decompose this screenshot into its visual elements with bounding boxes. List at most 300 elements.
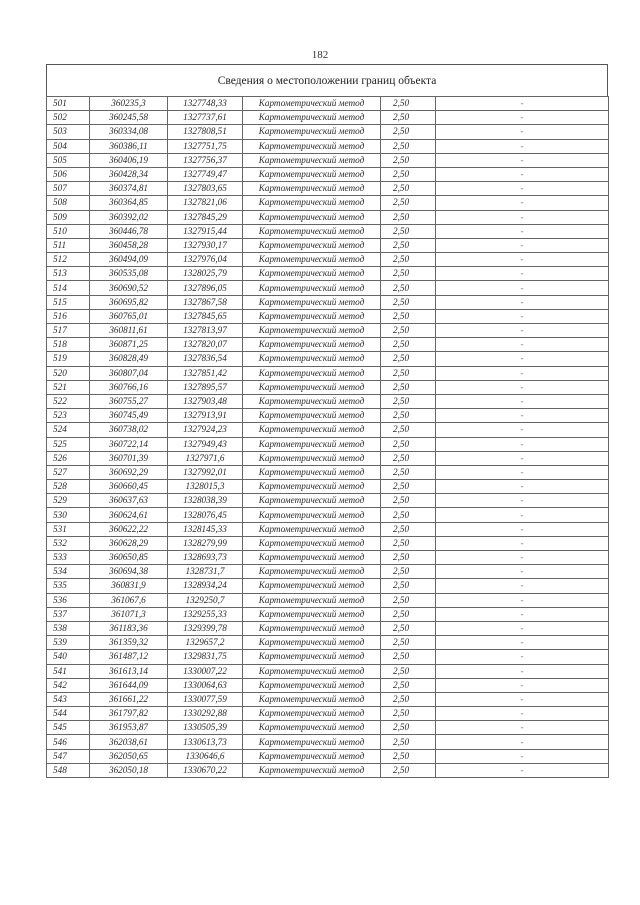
coordinate-x-cell: 360807,04 — [90, 366, 168, 380]
table-row — [47, 749, 609, 763]
method-cell: Картометрический метод — [243, 309, 381, 323]
accuracy-cell: 2,50 — [381, 522, 436, 536]
method-cell: Картометрический метод — [243, 664, 381, 678]
accuracy-cell: 2,50 — [381, 238, 436, 252]
note-cell: - — [436, 650, 609, 664]
coordinate-y-cell: 1330646,6 — [168, 749, 243, 763]
point-number-cell: 523 — [47, 409, 90, 423]
point-number-cell: 547 — [47, 749, 90, 763]
note-cell: - — [436, 593, 609, 607]
point-number-cell: 526 — [47, 451, 90, 465]
method-cell: Картометрический метод — [243, 409, 381, 423]
method-cell: Картометрический метод — [243, 253, 381, 267]
accuracy-cell: 2,50 — [381, 253, 436, 267]
coordinate-x-cell: 362038,61 — [90, 735, 168, 749]
table-row — [47, 409, 609, 423]
accuracy-cell: 2,50 — [381, 309, 436, 323]
point-number-cell: 536 — [47, 593, 90, 607]
method-cell: Картометрический метод — [243, 281, 381, 295]
coordinate-x-cell: 360235,3 — [90, 97, 168, 111]
table-row — [47, 338, 609, 352]
note-cell: - — [436, 451, 609, 465]
method-cell: Картометрический метод — [243, 593, 381, 607]
table-row — [47, 394, 609, 408]
coordinate-x-cell: 360755,27 — [90, 394, 168, 408]
method-cell: Картометрический метод — [243, 437, 381, 451]
note-cell: - — [436, 409, 609, 423]
coordinates-table — [46, 96, 609, 778]
accuracy-cell: 2,50 — [381, 636, 436, 650]
table-title: Сведения о местоположении границ объекта — [46, 64, 608, 96]
table-row — [47, 437, 609, 451]
coordinate-y-cell: 1327820,07 — [168, 338, 243, 352]
accuracy-cell: 2,50 — [381, 664, 436, 678]
coordinate-x-cell: 360535,08 — [90, 267, 168, 281]
table-row — [47, 281, 609, 295]
coordinate-y-cell: 1328731,7 — [168, 565, 243, 579]
table-row — [47, 309, 609, 323]
coordinate-y-cell: 1327949,43 — [168, 437, 243, 451]
coordinate-y-cell: 1327915,44 — [168, 224, 243, 238]
coordinate-y-cell: 1328145,33 — [168, 522, 243, 536]
accuracy-cell: 2,50 — [381, 409, 436, 423]
note-cell: - — [436, 167, 609, 181]
note-cell: - — [436, 565, 609, 579]
coordinate-y-cell: 1327930,17 — [168, 238, 243, 252]
coordinate-y-cell: 1328038,39 — [168, 494, 243, 508]
method-cell: Картометрический метод — [243, 153, 381, 167]
coordinate-x-cell: 360364,85 — [90, 196, 168, 210]
coordinate-x-cell: 361661,22 — [90, 692, 168, 706]
table-row — [47, 253, 609, 267]
coordinate-x-cell: 362050,18 — [90, 763, 168, 777]
note-cell: - — [436, 224, 609, 238]
coordinate-y-cell: 1329657,2 — [168, 636, 243, 650]
accuracy-cell: 2,50 — [381, 196, 436, 210]
coordinate-y-cell: 1327756,37 — [168, 153, 243, 167]
table-row — [47, 636, 609, 650]
note-cell: - — [436, 508, 609, 522]
note-cell: - — [436, 551, 609, 565]
method-cell: Картометрический метод — [243, 763, 381, 777]
table-row — [47, 224, 609, 238]
page-number: 182 — [311, 49, 329, 61]
accuracy-cell: 2,50 — [381, 167, 436, 181]
accuracy-cell: 2,50 — [381, 721, 436, 735]
note-cell: - — [436, 238, 609, 252]
method-cell: Картометрический метод — [243, 707, 381, 721]
coordinate-y-cell: 1327803,65 — [168, 182, 243, 196]
point-number-cell: 524 — [47, 423, 90, 437]
accuracy-cell: 2,50 — [381, 536, 436, 550]
accuracy-cell: 2,50 — [381, 749, 436, 763]
coordinate-x-cell: 360386,11 — [90, 139, 168, 153]
coordinate-y-cell: 1327821,06 — [168, 196, 243, 210]
table-row — [47, 508, 609, 522]
coordinate-x-cell: 360766,16 — [90, 380, 168, 394]
point-number-cell: 537 — [47, 607, 90, 621]
method-cell: Картометрический метод — [243, 366, 381, 380]
method-cell: Картометрический метод — [243, 494, 381, 508]
coordinate-x-cell: 360745,49 — [90, 409, 168, 423]
accuracy-cell: 2,50 — [381, 465, 436, 479]
note-cell: - — [436, 139, 609, 153]
note-cell: - — [436, 309, 609, 323]
coordinate-x-cell: 360245,58 — [90, 111, 168, 125]
method-cell: Картометрический метод — [243, 111, 381, 125]
table-row — [47, 324, 609, 338]
table-row — [47, 167, 609, 181]
note-cell: - — [436, 621, 609, 635]
point-number-cell: 511 — [47, 238, 90, 252]
accuracy-cell: 2,50 — [381, 295, 436, 309]
note-cell: - — [436, 423, 609, 437]
note-cell: - — [436, 153, 609, 167]
method-cell: Картометрический метод — [243, 678, 381, 692]
point-number-cell: 529 — [47, 494, 90, 508]
note-cell: - — [436, 707, 609, 721]
accuracy-cell: 2,50 — [381, 763, 436, 777]
point-number-cell: 525 — [47, 437, 90, 451]
accuracy-cell: 2,50 — [381, 593, 436, 607]
point-number-cell: 521 — [47, 380, 90, 394]
table-row — [47, 125, 609, 139]
accuracy-cell: 2,50 — [381, 366, 436, 380]
table-row — [47, 678, 609, 692]
coordinate-y-cell: 1328934,24 — [168, 579, 243, 593]
accuracy-cell: 2,50 — [381, 621, 436, 635]
method-cell: Картометрический метод — [243, 607, 381, 621]
point-number-cell: 530 — [47, 508, 90, 522]
table-row — [47, 480, 609, 494]
method-cell: Картометрический метод — [243, 224, 381, 238]
method-cell: Картометрический метод — [243, 692, 381, 706]
method-cell: Картометрический метод — [243, 394, 381, 408]
method-cell: Картометрический метод — [243, 167, 381, 181]
method-cell: Картометрический метод — [243, 97, 381, 111]
accuracy-cell: 2,50 — [381, 565, 436, 579]
accuracy-cell: 2,50 — [381, 153, 436, 167]
table-row — [47, 366, 609, 380]
accuracy-cell: 2,50 — [381, 494, 436, 508]
coordinates-table-body — [47, 97, 609, 778]
note-cell: - — [436, 437, 609, 451]
coordinate-y-cell: 1328025,79 — [168, 267, 243, 281]
method-cell: Картометрический метод — [243, 423, 381, 437]
method-cell: Картометрический метод — [243, 139, 381, 153]
method-cell: Картометрический метод — [243, 536, 381, 550]
coordinate-y-cell: 1328279,99 — [168, 536, 243, 550]
table-row — [47, 139, 609, 153]
coordinate-y-cell: 1328693,73 — [168, 551, 243, 565]
coordinate-y-cell: 1327749,47 — [168, 167, 243, 181]
note-cell: - — [436, 352, 609, 366]
point-number-cell: 514 — [47, 281, 90, 295]
method-cell: Картометрический метод — [243, 522, 381, 536]
coordinate-x-cell: 361797,82 — [90, 707, 168, 721]
point-number-cell: 527 — [47, 465, 90, 479]
table-row — [47, 267, 609, 281]
method-cell: Картометрический метод — [243, 579, 381, 593]
point-number-cell: 535 — [47, 579, 90, 593]
coordinate-y-cell: 1327903,48 — [168, 394, 243, 408]
coordinate-y-cell: 1327808,51 — [168, 125, 243, 139]
accuracy-cell: 2,50 — [381, 692, 436, 706]
table-row — [47, 536, 609, 550]
coordinate-x-cell: 360334,08 — [90, 125, 168, 139]
point-number-cell: 542 — [47, 678, 90, 692]
accuracy-cell: 2,50 — [381, 678, 436, 692]
coordinate-y-cell: 1330007,22 — [168, 664, 243, 678]
table-row — [47, 423, 609, 437]
table-row — [47, 607, 609, 621]
coordinate-y-cell: 1327976,04 — [168, 253, 243, 267]
coordinate-y-cell: 1327845,29 — [168, 210, 243, 224]
coordinate-x-cell: 362050,65 — [90, 749, 168, 763]
table-row — [47, 111, 609, 125]
coordinate-x-cell: 361067,6 — [90, 593, 168, 607]
accuracy-cell: 2,50 — [381, 451, 436, 465]
accuracy-cell: 2,50 — [381, 267, 436, 281]
coordinate-y-cell: 1330064,63 — [168, 678, 243, 692]
point-number-cell: 545 — [47, 721, 90, 735]
coordinate-x-cell: 360494,09 — [90, 253, 168, 267]
point-number-cell: 544 — [47, 707, 90, 721]
coordinate-x-cell: 360622,22 — [90, 522, 168, 536]
method-cell: Картометрический метод — [243, 338, 381, 352]
table-row — [47, 692, 609, 706]
note-cell: - — [436, 721, 609, 735]
coordinate-x-cell: 360695,82 — [90, 295, 168, 309]
note-cell: - — [436, 97, 609, 111]
method-cell: Картометрический метод — [243, 451, 381, 465]
point-number-cell: 507 — [47, 182, 90, 196]
table-row — [47, 153, 609, 167]
table-row — [47, 565, 609, 579]
method-cell: Картометрический метод — [243, 508, 381, 522]
point-number-cell: 516 — [47, 309, 90, 323]
note-cell: - — [436, 324, 609, 338]
coordinate-x-cell: 360765,01 — [90, 309, 168, 323]
coordinate-x-cell: 360458,28 — [90, 238, 168, 252]
coordinate-x-cell: 360831,9 — [90, 579, 168, 593]
coordinate-y-cell: 1330670,22 — [168, 763, 243, 777]
point-number-cell: 522 — [47, 394, 90, 408]
table-row — [47, 579, 609, 593]
accuracy-cell: 2,50 — [381, 579, 436, 593]
method-cell: Картометрический метод — [243, 125, 381, 139]
note-cell: - — [436, 465, 609, 479]
table-row — [47, 97, 609, 111]
point-number-cell: 532 — [47, 536, 90, 550]
note-cell: - — [436, 494, 609, 508]
note-cell: - — [436, 536, 609, 550]
coordinate-y-cell: 1327867,58 — [168, 295, 243, 309]
coordinate-x-cell: 360828,49 — [90, 352, 168, 366]
note-cell: - — [436, 338, 609, 352]
table-row — [47, 621, 609, 635]
table-row — [47, 721, 609, 735]
point-number-cell: 515 — [47, 295, 90, 309]
coordinate-x-cell: 360811,61 — [90, 324, 168, 338]
coordinate-x-cell: 360392,02 — [90, 210, 168, 224]
table-row — [47, 380, 609, 394]
coordinate-y-cell: 1327971,6 — [168, 451, 243, 465]
note-cell: - — [436, 579, 609, 593]
coordinate-y-cell: 1327845,65 — [168, 309, 243, 323]
point-number-cell: 508 — [47, 196, 90, 210]
table-row — [47, 664, 609, 678]
coordinate-x-cell: 360692,29 — [90, 465, 168, 479]
accuracy-cell: 2,50 — [381, 551, 436, 565]
point-number-cell: 546 — [47, 735, 90, 749]
point-number-cell: 513 — [47, 267, 90, 281]
coordinate-x-cell: 360738,02 — [90, 423, 168, 437]
coordinate-x-cell: 360694,38 — [90, 565, 168, 579]
accuracy-cell: 2,50 — [381, 394, 436, 408]
accuracy-cell: 2,50 — [381, 210, 436, 224]
method-cell: Картометрический метод — [243, 465, 381, 479]
note-cell: - — [436, 763, 609, 777]
point-number-cell: 518 — [47, 338, 90, 352]
note-cell: - — [436, 267, 609, 281]
note-cell: - — [436, 196, 609, 210]
coordinate-y-cell: 1330505,39 — [168, 721, 243, 735]
table-row — [47, 522, 609, 536]
method-cell: Картометрический метод — [243, 721, 381, 735]
accuracy-cell: 2,50 — [381, 480, 436, 494]
coordinate-y-cell: 1327924,23 — [168, 423, 243, 437]
coordinate-y-cell: 1330292,88 — [168, 707, 243, 721]
point-number-cell: 504 — [47, 139, 90, 153]
point-number-cell: 539 — [47, 636, 90, 650]
point-number-cell: 540 — [47, 650, 90, 664]
coordinate-x-cell: 361487,12 — [90, 650, 168, 664]
point-number-cell: 541 — [47, 664, 90, 678]
method-cell: Картометрический метод — [243, 650, 381, 664]
coordinate-y-cell: 1327813,97 — [168, 324, 243, 338]
table-row — [47, 593, 609, 607]
coordinate-x-cell: 360650,85 — [90, 551, 168, 565]
coordinate-x-cell: 360871,25 — [90, 338, 168, 352]
table-row — [47, 238, 609, 252]
coordinate-y-cell: 1328015,3 — [168, 480, 243, 494]
point-number-cell: 538 — [47, 621, 90, 635]
coordinate-x-cell: 360701,39 — [90, 451, 168, 465]
coordinate-x-cell: 361071,3 — [90, 607, 168, 621]
accuracy-cell: 2,50 — [381, 125, 436, 139]
point-number-cell: 531 — [47, 522, 90, 536]
coordinate-x-cell: 360628,29 — [90, 536, 168, 550]
point-number-cell: 502 — [47, 111, 90, 125]
accuracy-cell: 2,50 — [381, 380, 436, 394]
coordinate-y-cell: 1329255,33 — [168, 607, 243, 621]
method-cell: Картометрический метод — [243, 636, 381, 650]
coordinate-x-cell: 360624,61 — [90, 508, 168, 522]
accuracy-cell: 2,50 — [381, 423, 436, 437]
table-row — [47, 551, 609, 565]
point-number-cell: 503 — [47, 125, 90, 139]
method-cell: Картометрический метод — [243, 621, 381, 635]
table-row — [47, 352, 609, 366]
coordinate-y-cell: 1327895,57 — [168, 380, 243, 394]
accuracy-cell: 2,50 — [381, 437, 436, 451]
accuracy-cell: 2,50 — [381, 111, 436, 125]
note-cell: - — [436, 678, 609, 692]
point-number-cell: 548 — [47, 763, 90, 777]
boundary-table-sheet — [46, 64, 608, 778]
table-row — [47, 196, 609, 210]
coordinate-y-cell: 1327851,42 — [168, 366, 243, 380]
table-row — [47, 182, 609, 196]
point-number-cell: 543 — [47, 692, 90, 706]
method-cell: Картометрический метод — [243, 380, 381, 394]
note-cell: - — [436, 664, 609, 678]
note-cell: - — [436, 607, 609, 621]
coordinate-x-cell: 361644,09 — [90, 678, 168, 692]
coordinate-y-cell: 1327913,91 — [168, 409, 243, 423]
accuracy-cell: 2,50 — [381, 607, 436, 621]
note-cell: - — [436, 295, 609, 309]
method-cell: Картометрический метод — [243, 267, 381, 281]
coordinate-y-cell: 1329831,75 — [168, 650, 243, 664]
table-row — [47, 650, 609, 664]
table-row — [47, 707, 609, 721]
accuracy-cell: 2,50 — [381, 97, 436, 111]
point-number-cell: 512 — [47, 253, 90, 267]
note-cell: - — [436, 749, 609, 763]
accuracy-cell: 2,50 — [381, 281, 436, 295]
note-cell: - — [436, 125, 609, 139]
coordinate-x-cell: 360406,19 — [90, 153, 168, 167]
coordinate-y-cell: 1328076,45 — [168, 508, 243, 522]
accuracy-cell: 2,50 — [381, 352, 436, 366]
point-number-cell: 517 — [47, 324, 90, 338]
method-cell: Картометрический метод — [243, 551, 381, 565]
method-cell: Картометрический метод — [243, 352, 381, 366]
accuracy-cell: 2,50 — [381, 338, 436, 352]
point-number-cell: 505 — [47, 153, 90, 167]
method-cell: Картометрический метод — [243, 295, 381, 309]
note-cell: - — [436, 253, 609, 267]
table-row — [47, 295, 609, 309]
point-number-cell: 533 — [47, 551, 90, 565]
coordinate-x-cell: 360446,78 — [90, 224, 168, 238]
accuracy-cell: 2,50 — [381, 324, 436, 338]
accuracy-cell: 2,50 — [381, 224, 436, 238]
note-cell: - — [436, 281, 609, 295]
accuracy-cell: 2,50 — [381, 139, 436, 153]
coordinate-y-cell: 1327751,75 — [168, 139, 243, 153]
note-cell: - — [436, 692, 609, 706]
coordinate-y-cell: 1330077,59 — [168, 692, 243, 706]
coordinate-y-cell: 1330613,73 — [168, 735, 243, 749]
note-cell: - — [436, 394, 609, 408]
coordinate-x-cell: 361613,14 — [90, 664, 168, 678]
method-cell: Картометрический метод — [243, 749, 381, 763]
table-row — [47, 451, 609, 465]
coordinate-y-cell: 1327836,54 — [168, 352, 243, 366]
accuracy-cell: 2,50 — [381, 707, 436, 721]
coordinate-x-cell: 361359,32 — [90, 636, 168, 650]
coordinate-x-cell: 360428,34 — [90, 167, 168, 181]
method-cell: Картометрический метод — [243, 565, 381, 579]
accuracy-cell: 2,50 — [381, 735, 436, 749]
method-cell: Картометрический метод — [243, 238, 381, 252]
point-number-cell: 519 — [47, 352, 90, 366]
note-cell: - — [436, 380, 609, 394]
coordinate-y-cell: 1327992,01 — [168, 465, 243, 479]
